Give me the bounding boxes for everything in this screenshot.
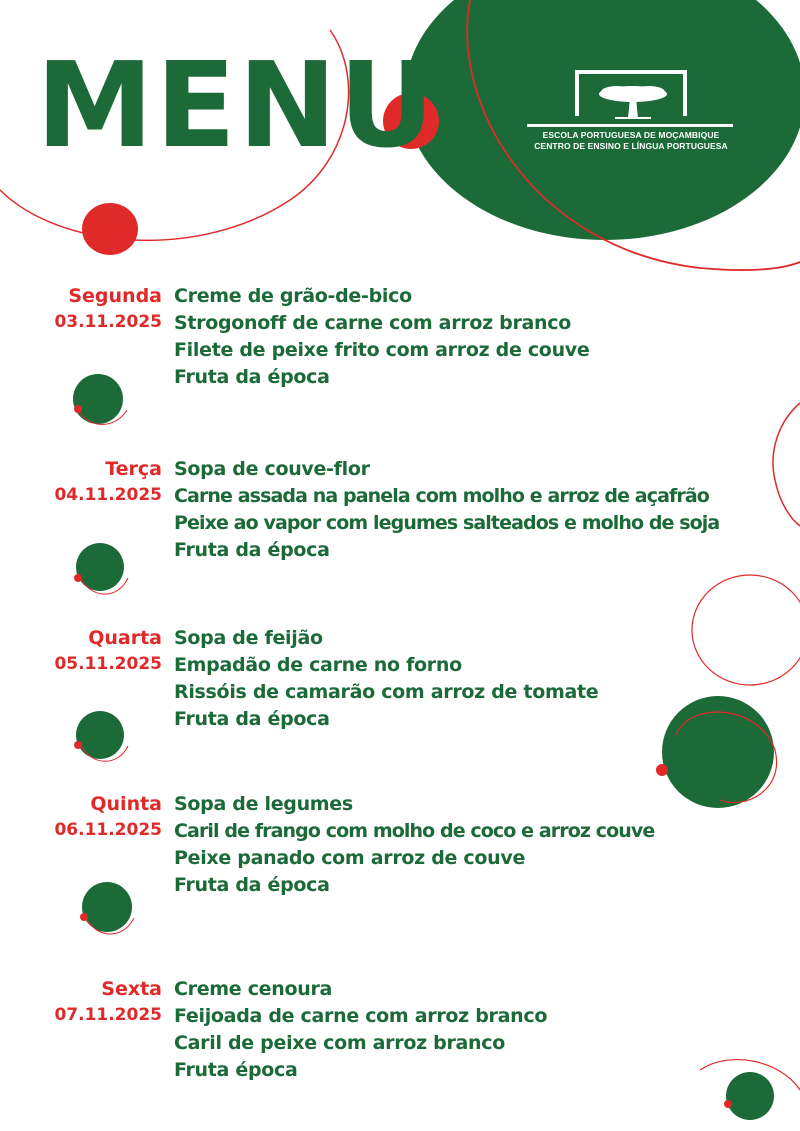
dish-item: Strogonoff de carne com arroz branco: [174, 312, 572, 334]
day-heading: [50, 456, 162, 508]
dish-item: Fruta da época: [174, 539, 330, 561]
dish-item: Sopa de feijão: [174, 627, 323, 649]
day-name: Sexta: [101, 978, 162, 1000]
decor-arc-right-2: [692, 575, 800, 685]
dish-list: [174, 976, 547, 1084]
decor-arc-right-1: [773, 403, 800, 526]
dish-item: Sopa de legumes: [174, 793, 353, 815]
dish-item: Carne assada na panela com molho e arroz de açafrão: [174, 485, 709, 507]
dish-item: Creme cenoura: [174, 978, 333, 1000]
dish-item: Peixe panado com arroz de couve: [174, 847, 526, 869]
day-date: 05.11.2025: [54, 654, 162, 674]
decor-dot-quinta: [80, 882, 134, 934]
decor-red-dot-left: [82, 203, 138, 255]
decor-green-dot-bottom: [726, 1072, 774, 1120]
day-date: 06.11.2025: [54, 820, 162, 840]
dish-item: Fruta da época: [174, 366, 330, 388]
logo-divider: [527, 124, 733, 127]
school-logo: [527, 70, 737, 160]
dish-item: Rissóis de camarão com arroz de tomate: [174, 681, 599, 703]
dish-item: Fruta da época: [174, 874, 330, 896]
dish-item: Fruta da época: [174, 708, 330, 730]
decor-green-circle-right: [662, 696, 774, 808]
day-name: Segunda: [68, 285, 162, 307]
dish-list: [174, 625, 598, 733]
decor-dot-terca: [74, 543, 128, 594]
dish-list: [174, 283, 589, 391]
dish-list: [174, 456, 719, 564]
day-date: 07.11.2025: [54, 1005, 162, 1025]
day-name: Quinta: [90, 793, 162, 815]
logo-subtitle: CENTRO DE ENSINO E LÍNGUA PORTUGUESA: [534, 141, 728, 151]
dish-item: Peixe ao vapor com legumes salteados e molho de soja: [174, 512, 720, 534]
day-heading: [50, 283, 162, 335]
dish-item: Caril de frango com molho de coco e arroz couve: [174, 820, 655, 842]
dish-item: Sopa de couve-flor: [174, 458, 370, 480]
decor-dot-quarta: [74, 711, 128, 761]
day-date: 04.11.2025: [54, 485, 162, 505]
day-heading: [50, 625, 162, 677]
dish-item: Empadão de carne no forno: [174, 654, 462, 676]
menu-title: MENU: [36, 36, 437, 174]
dish-list: [174, 791, 654, 899]
dish-item: Fruta época: [174, 1059, 298, 1081]
day-name: Quarta: [88, 627, 162, 649]
decor-dot-segunda: [73, 374, 127, 424]
logo-school-name: ESCOLA PORTUGUESA DE MOÇAMBIQUE: [542, 130, 720, 140]
day-name: Terça: [105, 458, 162, 480]
day-heading: [50, 976, 162, 1028]
dish-item: Caril de peixe com arroz branco: [174, 1032, 505, 1054]
decor-red-dot-right: [656, 764, 668, 776]
dish-item: Feijoada de carne com arroz branco: [174, 1005, 548, 1027]
day-heading: [50, 791, 162, 843]
tree-icon: [595, 84, 671, 120]
decor-red-dot-bottom: [724, 1100, 732, 1108]
dish-item: Creme de grão-de-bico: [174, 285, 412, 307]
dish-item: Filete de peixe frito com arroz de couve: [174, 339, 590, 361]
day-date: 03.11.2025: [54, 312, 162, 332]
